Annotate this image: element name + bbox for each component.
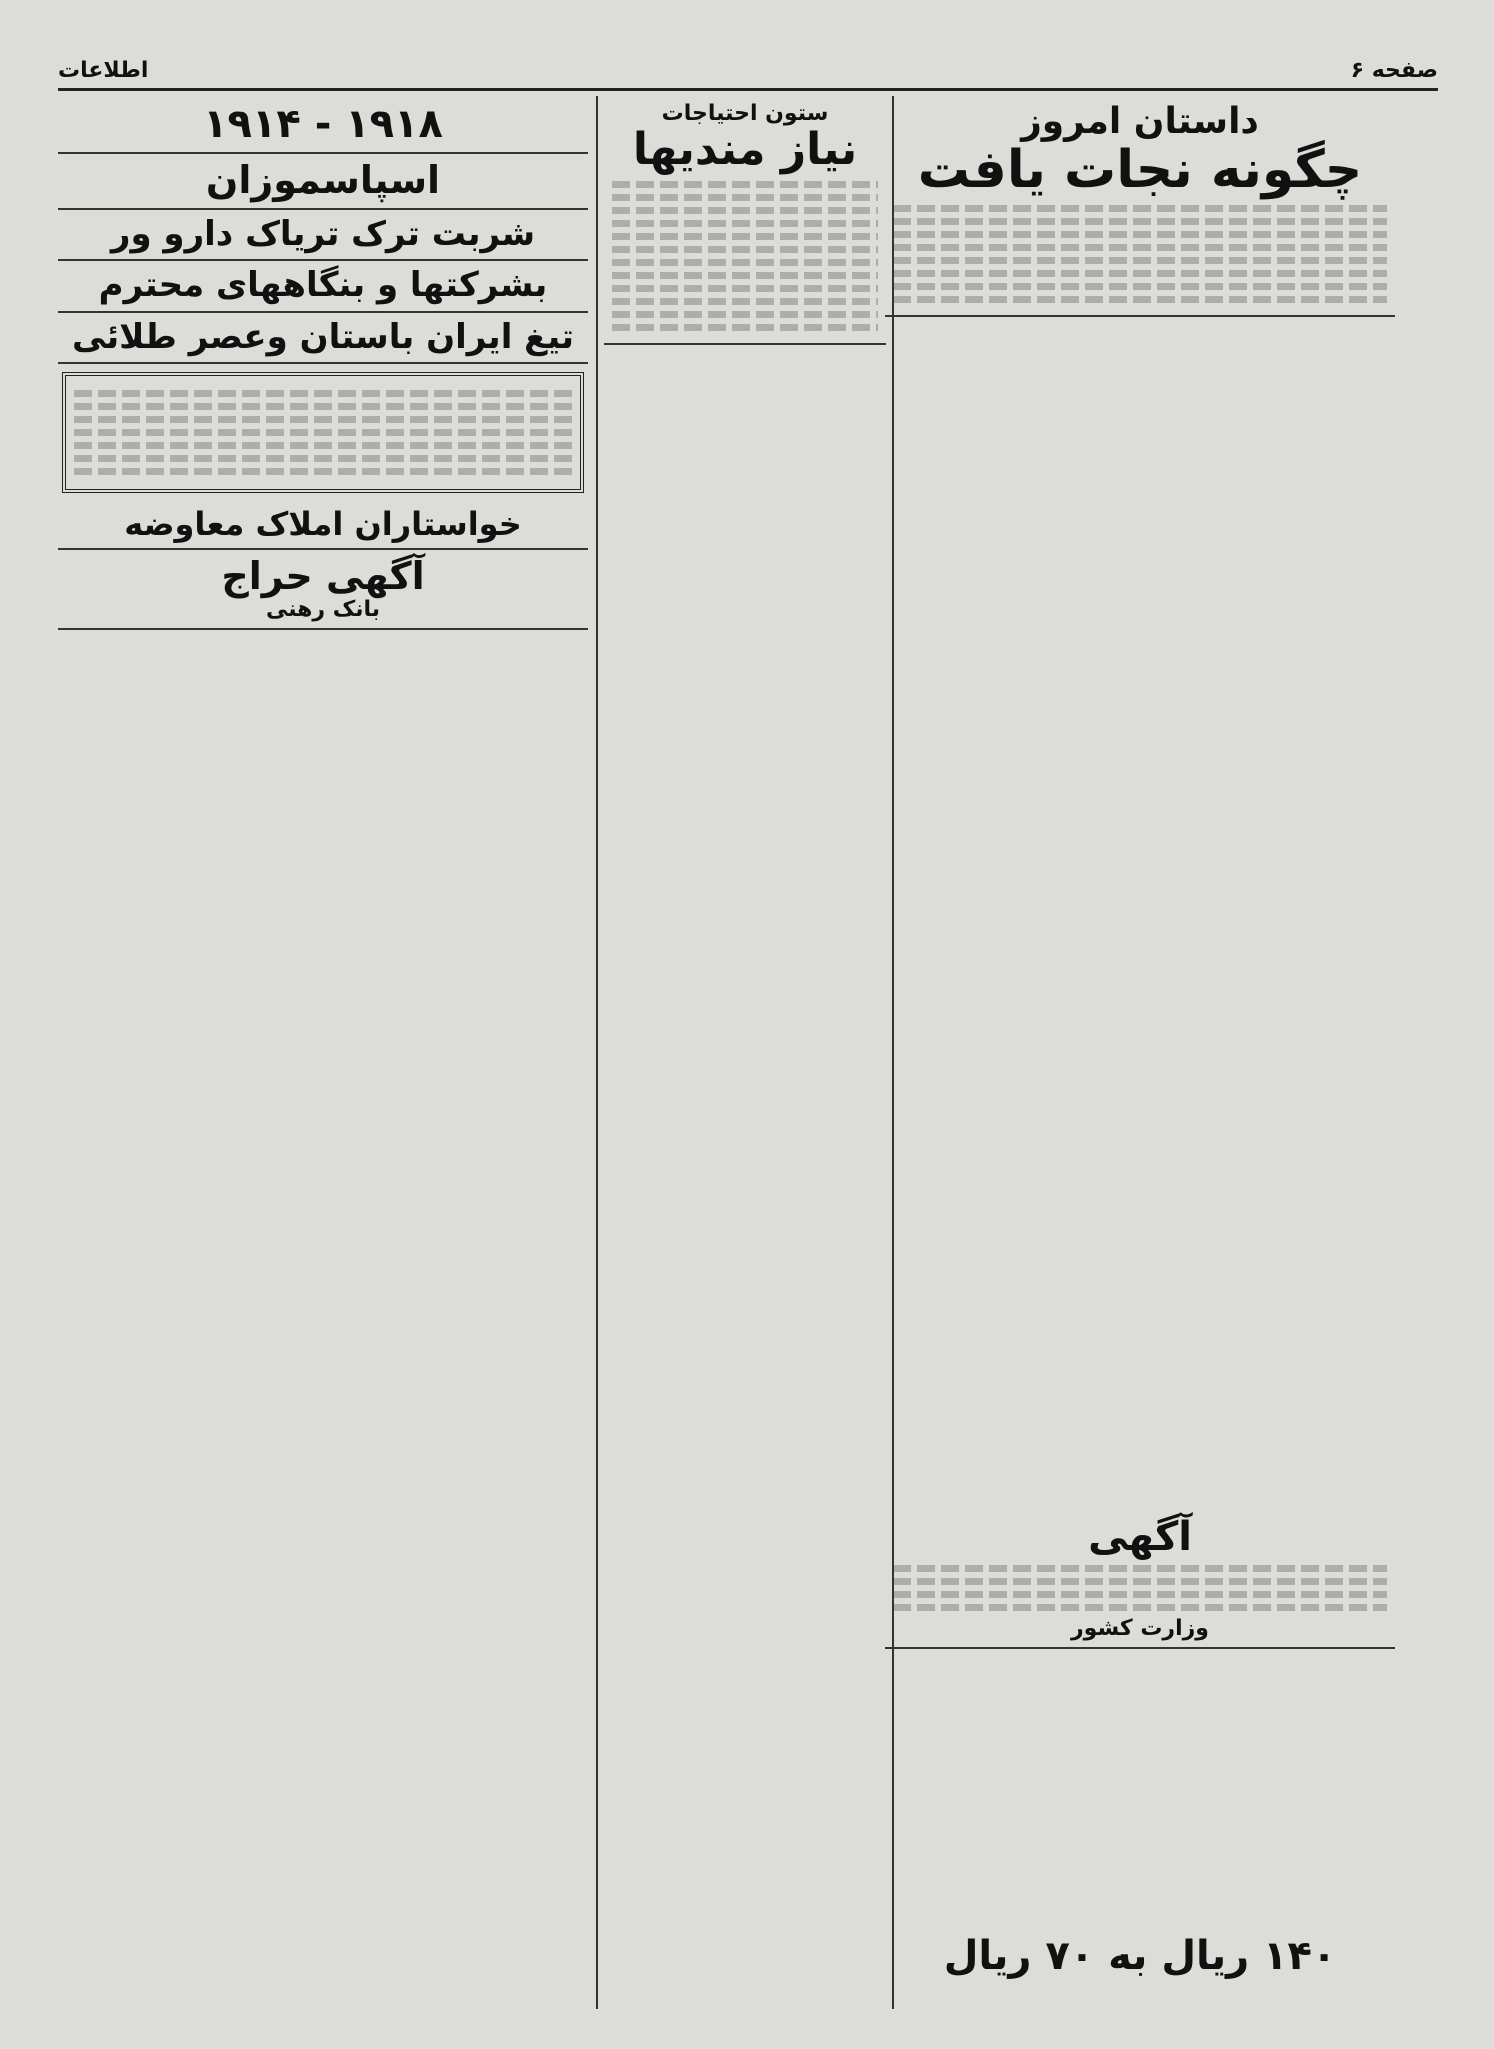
boxed-ad-placeholder (62, 372, 584, 493)
story-title: چگونه نجات یافت (917, 139, 1363, 200)
notice-signature: وزارت کشور (1071, 1615, 1209, 1641)
price-line: ۱۴۰ ریال به ۷۰ ریال (943, 1933, 1337, 1979)
page-number: صفحه ۶ (1350, 57, 1438, 83)
ad-headline: ۱۹۱۸ - ۱۹۱۴ (203, 101, 443, 147)
ad-headline: خواستاران املاک معاوضه (124, 504, 522, 543)
story-body-placeholder (893, 205, 1387, 303)
paper-name: اطلاعات (58, 57, 149, 83)
notice-body-placeholder (893, 1565, 1387, 1611)
ad-headline: اسپاسموزان (205, 158, 441, 202)
ad-subheadline: بانک رهنی (265, 596, 381, 622)
column-right (885, 96, 1395, 2009)
section-title: داستان امروز (1021, 101, 1259, 142)
section-title: ستون احتیاجات (661, 101, 829, 126)
column-left (58, 96, 588, 2009)
column-title: نیاز مندیها (632, 124, 858, 176)
ad-headline: آگهی حراج (221, 554, 425, 599)
bottom-banner (885, 1933, 1395, 1979)
masthead (58, 52, 1438, 91)
ad-headline: شربت ترک تریاک دارو ور (110, 213, 536, 254)
notice-title: آگهی (1088, 1513, 1192, 1560)
ad-headline: بشرکتها و بنگاههای محترم (98, 265, 548, 306)
ad-headline: تیغ ایران باستان وعصر طلائی (71, 316, 575, 357)
classifieds-placeholder (612, 181, 878, 331)
column-middle (596, 96, 894, 2009)
